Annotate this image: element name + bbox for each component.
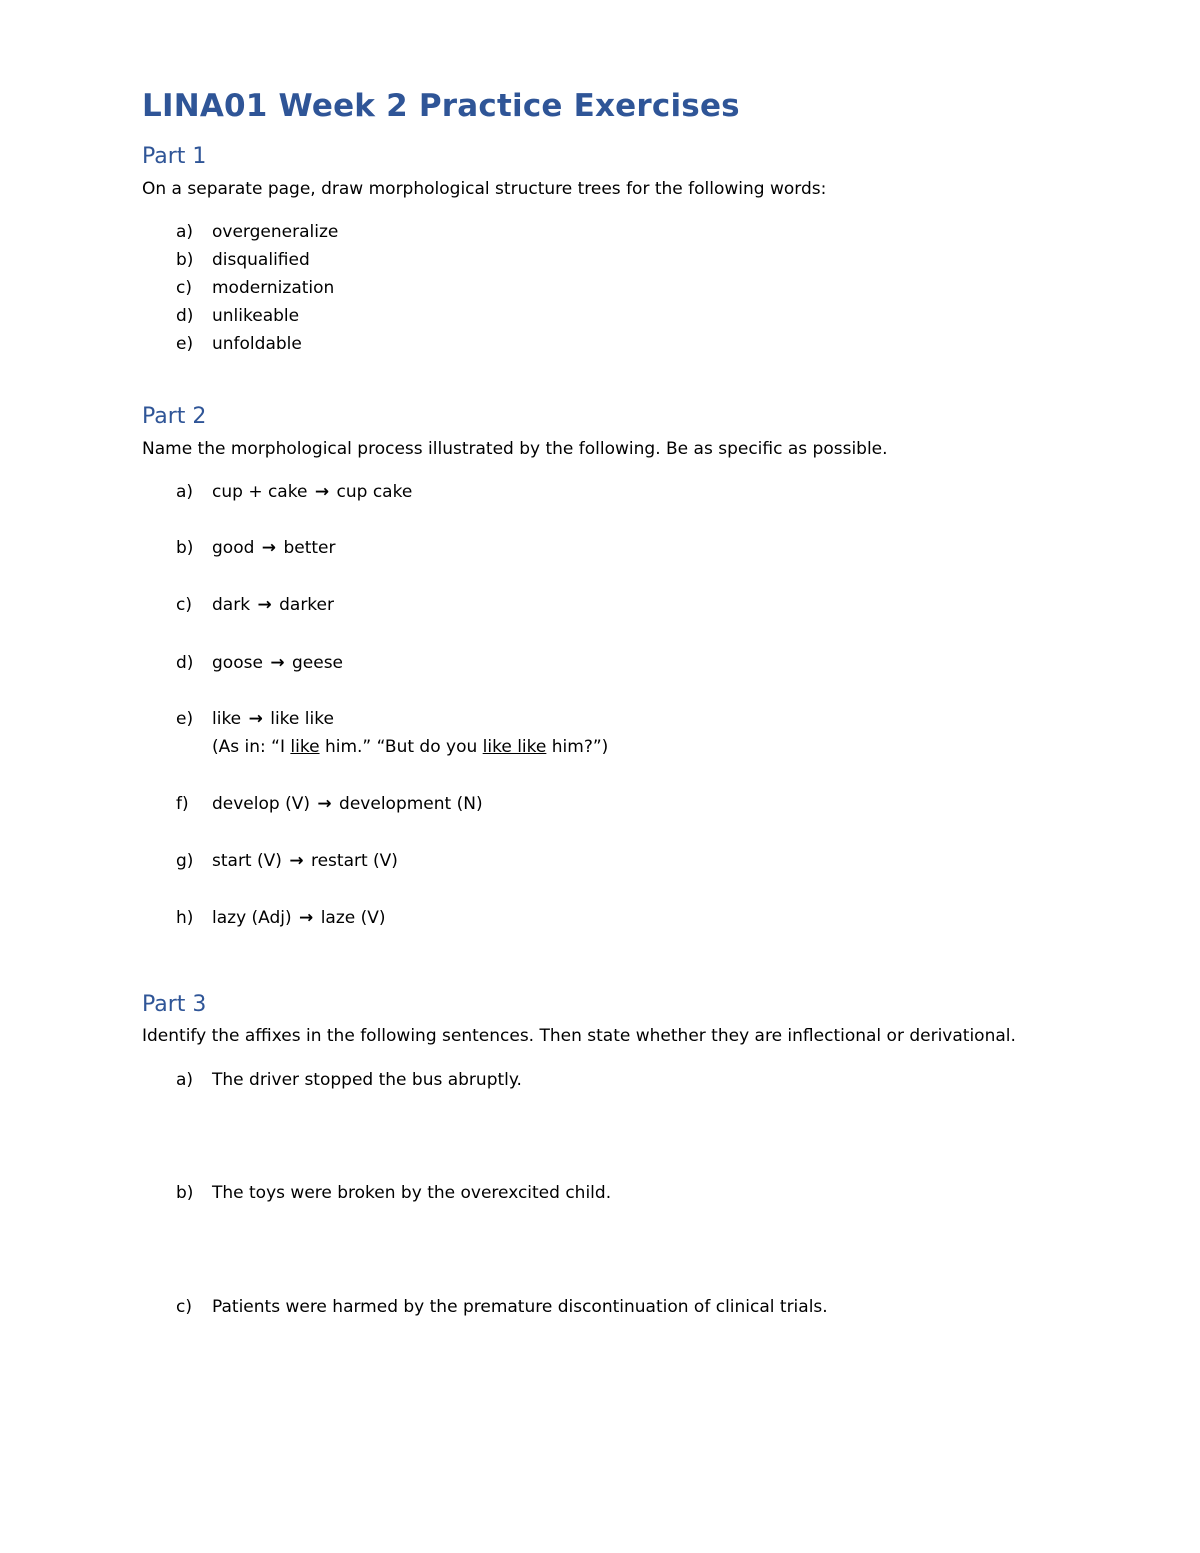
list-item: [176, 908, 386, 932]
item-letter: b): [176, 1183, 194, 1203]
item-text: Patients were harmed by the premature discontinuation of clinical trials.: [212, 1297, 828, 1317]
item-to: cup cake: [336, 482, 413, 502]
item-letter: a): [176, 482, 194, 502]
arrow-right-icon: →: [289, 851, 304, 871]
item-example-note: (As in: “I like him.” “But do you like like him?”): [212, 737, 609, 757]
part1-heading: Part 1: [142, 144, 207, 169]
item-letter: d): [176, 306, 194, 326]
item-text: The driver stopped the bus abruptly.: [212, 1070, 522, 1090]
item-text: modernization: [212, 278, 335, 298]
item-letter: b): [176, 538, 194, 558]
list-item: [176, 1183, 611, 1207]
list-item: [176, 1070, 522, 1094]
arrow-right-icon: →: [314, 482, 330, 502]
list-item: [176, 709, 334, 733]
item-letter: c): [176, 278, 192, 298]
item-to: geese: [291, 653, 344, 673]
part3-heading: Part 3: [142, 992, 207, 1017]
arrow-right-icon: →: [270, 653, 285, 673]
item-letter: e): [176, 709, 194, 729]
list-item: [176, 222, 338, 246]
item-from: goose: [212, 653, 263, 673]
item-from: cup + cake: [212, 482, 308, 502]
list-item: [176, 250, 310, 274]
list-item: [176, 334, 302, 358]
item-text: unlikeable: [212, 306, 300, 326]
part1-instruction: On a separate page, draw morphological structure trees for the following words:: [142, 179, 827, 199]
list-item: [176, 482, 412, 506]
arrow-right-icon: →: [257, 595, 272, 615]
item-text: unfoldable: [212, 334, 302, 354]
arrow-right-icon: →: [248, 709, 263, 729]
item-letter: h): [176, 908, 194, 928]
item-to: restart (V): [310, 851, 398, 871]
part3-instruction: Identify the affixes in the following sentences. Then state whether they are inflectional or derivational.: [142, 1026, 1016, 1046]
arrow-right-icon: →: [261, 538, 277, 558]
item-text: overgeneralize: [212, 222, 339, 242]
item-from: develop (V): [212, 794, 310, 814]
item-letter: c): [176, 595, 192, 615]
arrow-right-icon: →: [317, 794, 332, 814]
list-item: [176, 794, 483, 818]
item-letter: b): [176, 250, 194, 270]
item-to: development (N): [339, 794, 483, 814]
item-to: laze (V): [320, 908, 386, 928]
list-item: [176, 538, 335, 562]
item-from: like: [212, 709, 242, 729]
item-letter: f): [176, 794, 189, 814]
document-title: LINA01 Week 2 Practice Exercises: [142, 88, 740, 124]
item-letter: d): [176, 653, 194, 673]
item-to: like like: [270, 709, 334, 729]
item-text: disqualified: [212, 250, 310, 270]
part2-heading: Part 2: [142, 404, 207, 429]
item-letter: a): [176, 222, 194, 242]
item-from: dark: [212, 595, 251, 615]
underlined-word: like like: [482, 737, 547, 757]
item-to: better: [283, 538, 336, 558]
item-letter: a): [176, 1070, 194, 1090]
arrow-right-icon: →: [299, 908, 314, 928]
list-item: [176, 595, 334, 619]
item-to: darker: [279, 595, 334, 615]
item-letter: c): [176, 1297, 192, 1317]
list-item: [176, 653, 343, 677]
list-item: [176, 306, 299, 330]
item-text: The toys were broken by the overexcited child.: [212, 1183, 612, 1203]
underlined-word: like: [290, 737, 320, 757]
item-from: start (V): [212, 851, 282, 871]
list-item: [176, 1297, 828, 1321]
part2-instruction: Name the morphological process illustrated by the following. Be as specific as possible.: [142, 439, 888, 459]
item-letter: e): [176, 334, 194, 354]
item-from: good: [212, 538, 255, 558]
item-letter: g): [176, 851, 194, 871]
list-item: [176, 851, 398, 875]
list-item: [176, 278, 334, 302]
item-from: lazy (Adj): [212, 908, 292, 928]
